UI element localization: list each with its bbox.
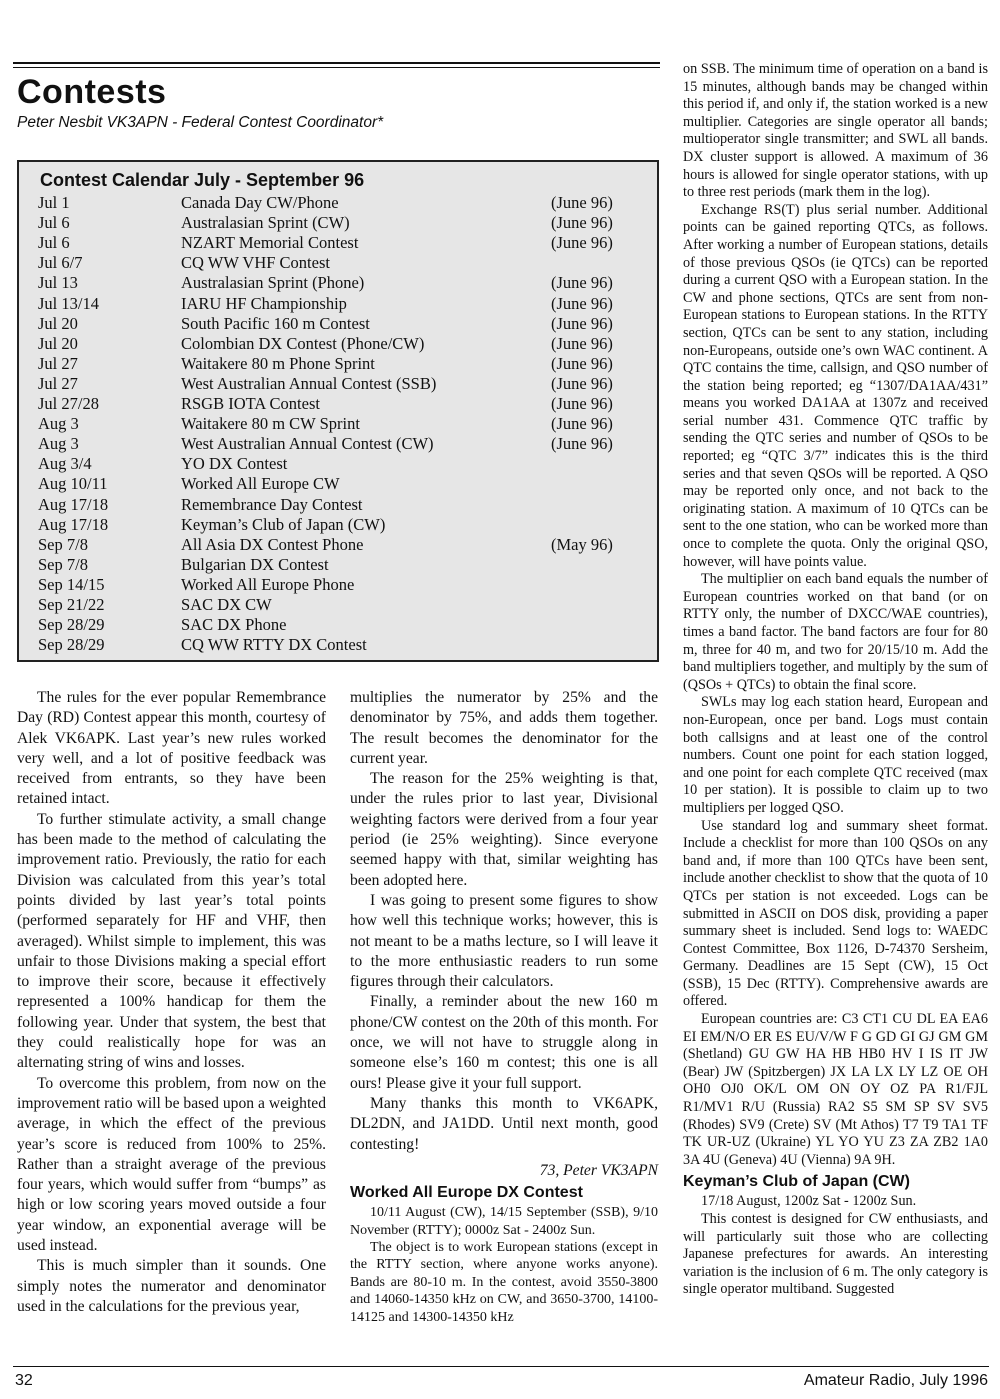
calendar-event: West Australian Annual Contest (SSB) [181,373,437,393]
calendar-reference: (June 96) [551,233,613,253]
calendar-event: South Pacific 160 m Contest [181,313,370,333]
calendar-row [19,213,657,233]
col2-paragraph-2: The reason for the 25% weighting is that, under the rules prior to last year, Divisional weighting factors were derived from a four year period (ie 25% weighting). Since everyone seemed happy with that, similar weighting has been adopted here. [350,770,658,889]
byline: Peter Nesbit VK3APN - Federal Contest Coordinator* [17,114,384,131]
calendar-date: Jul 27/28 [38,394,99,413]
calendar-date: Jul 27 [38,353,78,373]
calendar-row [19,454,657,474]
calendar-title: Contest Calendar July - September 96 [40,170,365,190]
calendar-row [19,575,657,595]
col2-paragraph-4: Finally, a reminder about the new 160 m phone/CW contest on the 20th of this month. For once, we will not have to struggle along in someone else’s 160 m contest; this one is all ours! Please give it your full support. [350,993,658,1092]
col2-paragraph-1: multiplies the numerator by 25% and the denominator by 75%, and adds them together. The result becomes the denominator for the current year. [350,689,658,767]
calendar-date: Aug 3 [38,414,79,434]
calendar-reference: (June 96) [551,293,613,313]
calendar-date: Jul 20 [38,333,78,353]
col1-paragraph-2: To further stimulate activity, a small change has been made to the method of calculating the improvement ratio. Previously, the ratio for each Division was calculated from this year’s total points divided by last year’s total points (performed separately for HF and VHF, then averaged). Whilst simple to implement, this was unfair to those Divisions making a special effort to improve their score, because it effectively represented a 100% handicap for them the following year. Under that system, the best that they could realistically hope for was an alternating string of wins and losses. [17,810,326,1072]
calendar-row [19,555,657,575]
calendar-reference: (June 96) [551,213,613,233]
calendar-event: SAC DX Phone [181,615,287,635]
keyman-paragraph-1: 17/18 August, 1200z Sat - 1200z Sun. [701,1193,917,1210]
calendar-reference: (June 96) [551,373,613,393]
calendar-row [19,635,657,655]
calendar-date: Jul 27 [38,373,78,393]
calendar-date: Aug 17/18 [38,514,109,534]
calendar-reference: (June 96) [551,273,613,293]
calendar-row [19,535,657,555]
calendar-event: Australasian Sprint (Phone) [181,273,365,293]
col1-paragraph-3: To overcome this problem, from now on the improvement ratio will be based upon a weighted average, in which the effect of the previous year’s score is reduced from 100% to 25%. Rather than a straight average of the previous four years, which would suffer from “bumps” as high or low scoring years moved outside a four year window, an exponential average will be used instead. [17,1074,326,1255]
calendar-event: CQ WW VHF Contest [181,253,330,273]
calendar-row [19,394,657,414]
calendar-event: Remembrance Day Contest [181,494,363,514]
calendar-reference: (June 96) [551,353,613,373]
col2-paragraph-3: I was going to present some figures to show how well this technique works; however, this is not meant to be a maths lecture, so I will leave it to the more enthusiastic readers to run some figures through their calculators. [350,891,658,991]
calendar-date: Jul 1 [38,193,70,212]
calendar-row [19,474,657,494]
calendar-event: Bulgarian DX Contest [181,554,329,574]
calendar-event: Waitakere 80 m CW Sprint [181,414,360,434]
calendar-event: Waitakere 80 m Phone Sprint [181,353,375,373]
col1-paragraph-1: The rules for the ever popular Remembrance Day (RD) Contest appear this month, courtesy of Alek VK6APK. Last year’s new rules worked very well, and a lot of positive feedback was received from entrants, so they have been retained intact. [17,689,326,808]
footer-rule [13,1366,989,1367]
col1-paragraph-4: This is much simpler than it sounds. One simply notes the numerator and denominator used in the calculations for the previous year, [17,1257,326,1315]
calendar-row [19,273,657,293]
calendar-event: NZART Memorial Contest [181,233,359,253]
calendar-date: Jul 6 [38,213,70,233]
calendar-event: Colombian DX Contest (Phone/CW) [181,333,425,353]
col3-paragraph-2: Exchange RS(T) plus serial number. Additional points can be gained reporting QTCs, as follows. After working a number of European stations, details of those previous QSOs (ie QTCs) can be reported during a current QSO with a European station. In the CW and phone sections, QTCs are sent from non-European stations to European stations. In the RTTY section, QTCs can be sent to any station, including non-Europeans, outside one’s own WAC continent. A QTC contains the time, callsign, and QSO number of the station being reported; eg “1307/DA1AA/431” means you worked DA1AA at 1307z and received serial number 431. Commence QTC traffic by sending the QTC series and number of QSOs to be reported; eg “QTC 3/7” indicates this is the third series and that seven QSOs will be reported. A QSO may be reported only once, and not back to the originating station. A maximum of 10 QTCs can be sent to the one station, who can be worked more than once to complete the quota. Only the original QSO, however, will have points value. [683,201,988,570]
calendar-event: Keyman’s Club of Japan (CW) [181,514,386,534]
calendar-date: Aug 3 [38,434,79,454]
calendar-row [19,595,657,615]
calendar-event: West Australian Annual Contest (CW) [181,434,434,454]
calendar-date: Sep 21/22 [38,595,105,614]
calendar-row [19,515,657,535]
calendar-row [19,495,657,515]
calendar-row [19,253,657,273]
top-rule-left-thin [13,67,660,68]
calendar-row [19,314,657,334]
col3-paragraph-1: on SSB. The minimum time of operation on a band is 15 minutes, although bands may be changed within this period if, and only if, the station worked is a new multiplier. Categories are single operator all bands; multioperator single transmitter; and SWL all bands. DX cluster support is allowed. A maximum of 36 hours is allowed for single operator stations, with up to three rest periods (mark them in the log). [683,61,988,201]
calendar-date: Jul 13/14 [38,293,99,313]
column-3 [683,61,988,1299]
wae-paragraph-1: 10/11 August (CW), 14/15 September (SSB), 9/10 November (RTTY); 0000z Sat - 2400z Sun. [350,1205,658,1238]
col3-paragraph-6: European countries are: C3 CT1 CU DL EA EA6 EI EM/N/O ER ES EU/V/W F G GD GI GJ GM GM (Shetland) GU GW HA HB HB0 HV I IS IT JW (Bear) JW (Spitzbergen) JX LA LX LY LZ OE OH OH0 OJ0 OK/L OM ON OY OZ PA R1/FJL R1/MV1 R/U (Russia) RA2 S5 SM SP SV SV5 (Rhodes) SV9 (Crete) SV (Mt Athos) T7 T9 TA1 TF TK UR-UZ (Ukraine) YL YO YU Z3 ZA ZB2 1A0 3A 4U (Geneva) 4U (Vienna) 9A 9H. [683,1011,988,1168]
calendar-row [19,354,657,374]
page-title: Contests [17,73,167,111]
calendar-event: SAC DX CW [181,595,272,614]
calendar-row [19,294,657,314]
calendar-date: Jul 20 [38,313,78,333]
calendar-date: Sep 14/15 [38,574,105,594]
wae-heading: Worked All Europe DX Contest [350,1184,583,1202]
column-1 [17,688,326,1317]
calendar-date: Aug 3/4 [38,454,92,474]
calendar-date: Jul 13 [38,273,78,293]
calendar-event: YO DX Contest [181,454,288,474]
calendar-date: Jul 6 [38,233,70,253]
calendar-date: Aug 17/18 [38,494,109,514]
calendar-date: Sep 7/8 [38,554,88,574]
page-number: 32 [15,1372,33,1389]
col3-paragraph-3: The multiplier on each band equals the number of European countries worked on that band (or on RTTY only, the number of DXCC/WAE countries), times a band factor. The band factors are four for 80 m, three for 40 m, and two for 20/15/10 m. Add the band multipliers together, and multiply by the sum of (QSOs + QTCs) to obtain the final score. [683,571,988,693]
column-2 [350,688,658,1326]
calendar-reference: (June 96) [551,333,613,353]
keyman-heading: Keyman’s Club of Japan (CW) [683,1173,910,1191]
calendar-reference: (June 96) [551,313,613,333]
col3-paragraph-4: SWLs may log each station heard, European and non-European, once per band. Logs must contain both callsigns and at least one of the control numbers. Count one point for each station logged, and one point for each complete QTC received (max 10 per station). It is possible to claim up to two multipliers per logged QSO. [683,694,988,816]
calendar-row [19,193,657,213]
calendar-row [19,434,657,454]
signature: 73, Peter VK3APN [539,1161,658,1179]
calendar-date: Sep 28/29 [38,635,105,655]
calendar-row [19,233,657,253]
calendar-date: Jul 6/7 [38,253,83,273]
top-rule-left-thick [13,62,660,64]
calendar-reference: (May 96) [551,534,613,554]
calendar-row [19,334,657,354]
calendar-reference: (June 96) [551,193,613,212]
contest-calendar [17,160,659,662]
calendar-date: Sep 7/8 [38,534,88,554]
calendar-event: All Asia DX Contest Phone [181,534,364,554]
calendar-event: IARU HF Championship [181,293,347,313]
calendar-date: Sep 28/29 [38,615,105,635]
calendar-event: Worked All Europe Phone [181,574,355,594]
calendar-reference: (June 96) [551,434,613,454]
calendar-event: RSGB IOTA Contest [181,394,320,413]
wae-paragraph-2: The object is to work European stations (except in the RTTY section, where anyone works anyone). Bands are 80-10 m. In the contest, avoid 3550-3800 and 14060-14350 kHz on CW, and 3650-3700, 14100-14125 and 14300-14350 kHz [350,1239,658,1325]
col3-paragraph-5: Use standard log and summary sheet format. Include a checklist for more than 100 QSOs on any band and, if more than 100 QTCs have been sent, include another checklist to show that the quota of 10 QTCs per station is not exceeded. Logs can be submitted in ASCII on DOS disk, providing a paper summary sheet is included. Send logs to: WAEDC Contest Committee, Box 1126, D-74370 Sersheim, Germany. Deadlines are 15 Sept (CW), 15 Oct (SSB), 15 Dec (RTTY). Comprehensive awards are offered. [683,817,988,1010]
calendar-event: Australasian Sprint (CW) [181,213,350,233]
calendar-reference: (June 96) [551,414,613,434]
calendar-row [19,615,657,635]
calendar-reference: (June 96) [551,394,613,413]
calendar-event: Canada Day CW/Phone [181,193,339,212]
keyman-paragraph-2: This contest is designed for CW enthusiasts, and will particularly suit those who are collecting Japanese prefectures for awards. An interesting variation is the inclusion of 6 m. The only category is single operator multiband. Suggested [683,1211,988,1298]
calendar-date: Aug 10/11 [38,474,108,494]
calendar-row [19,374,657,394]
calendar-event: Worked All Europe CW [181,474,340,494]
calendar-event: CQ WW RTTY DX Contest [181,635,367,655]
col2-paragraph-5: Many thanks this month to VK6APK, DL2DN, and JA1DD. Until next month, good contesting! [350,1094,658,1153]
calendar-row [19,414,657,434]
publication-info: Amateur Radio, July 1996 [803,1372,988,1389]
